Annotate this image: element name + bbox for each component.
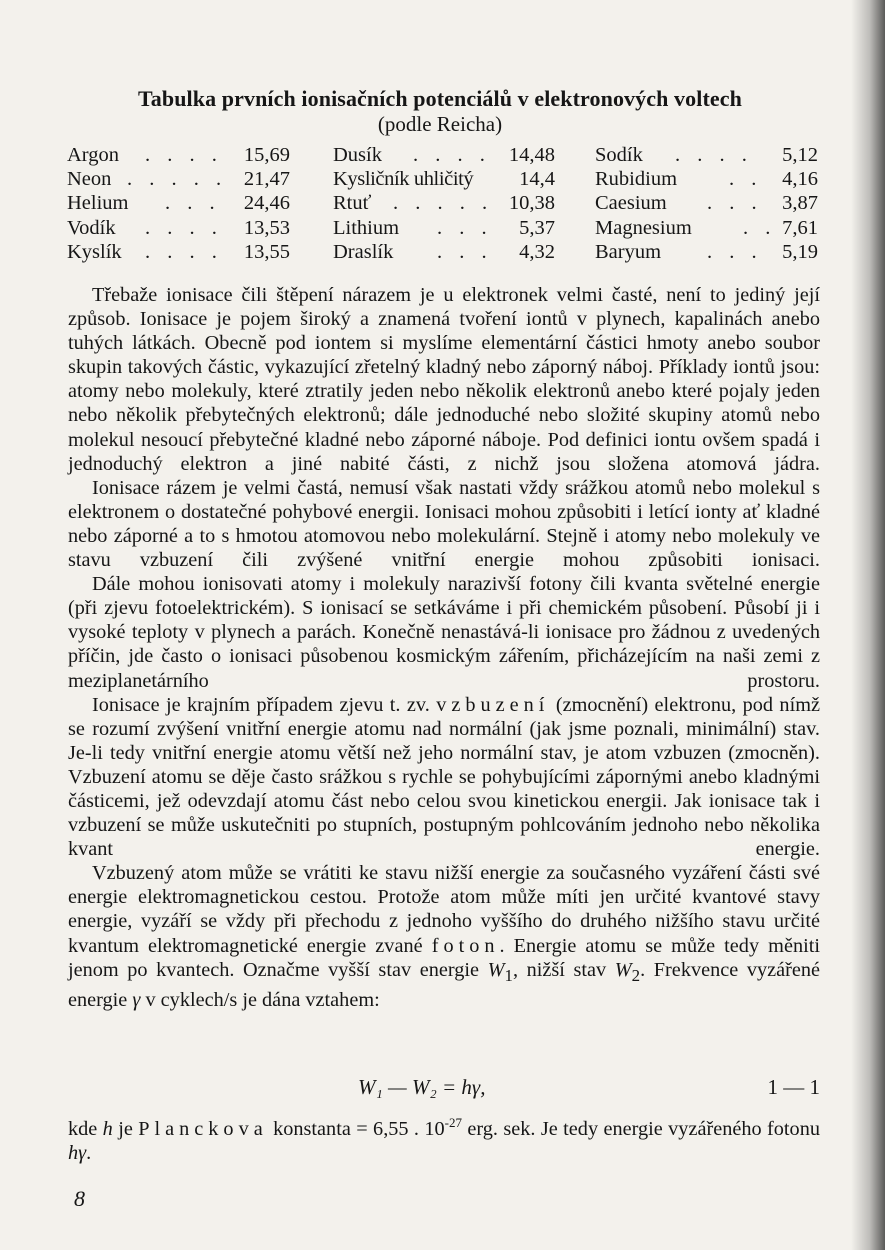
subscript: 2 — [631, 965, 641, 985]
table-row — [67, 216, 290, 240]
table-row — [333, 143, 555, 167]
leader-dots: . . . . — [145, 144, 223, 166]
paragraph — [68, 861, 820, 1012]
table-row — [595, 216, 818, 240]
leader-dots: . . . — [437, 216, 493, 239]
paragraph-text: . — [86, 1141, 92, 1164]
element-value: 3,87 — [782, 192, 818, 215]
element-value: 5,12 — [782, 144, 818, 166]
leader-dots: . . . . — [145, 240, 223, 263]
element-value: 4,16 — [782, 168, 818, 191]
paragraph-text: konstanta = 6,55 . 10 — [273, 1117, 445, 1140]
element-name: Lithium — [333, 216, 400, 239]
table-subtitle: (podle Reicha) — [377, 112, 503, 136]
paragraph-text: , nižší stav — [512, 958, 607, 981]
paragraph-text: Vzbuzený atom může se vrátiti ke stavu nižší energie za současného vyzáření části své energie elektromagnetickou cestou. Protože atom může míti jen určité kvantové stavy energie, vyzáří se vždy při přechodu z jednoho vyššího do druhého nižšího stavu určité kvantum elektromagnetické energie zvané — [68, 862, 820, 957]
leader-dots: . . . . . — [393, 192, 494, 215]
element-value: 7,61 — [782, 216, 818, 239]
subscript: 1 — [504, 965, 513, 985]
spaced-term-vzbuzeni: vzbuzení — [436, 693, 550, 716]
paragraph: Ionisace rázem je velmi častá, nemusí však nastati vždy srážkou atomů nebo molekul s elektronem o dostatečné pohybové energii. Ionisaci mohou způsobiti i letící ionty ať kladné nebo záporné a to s hmotou atomovou nebo molekulární. Stejně i atomy nebo molekuly ve stavu vzbuzení čili zvýšené vnitřní energie mohou způsobiti ionisaci. — [68, 476, 820, 572]
leader-dots: . . . — [707, 240, 763, 263]
paragraph: Dále mohou ionisovati atomy i molekuly narazivší fotony čili kvanta světelné energie (při zjevu fotoelektrickém). S ionisací se setkáváme i při chemickém působení. Působí ji i vysoké teploty v plynech a parách. Konečně nenastává-li ionisace pro žádnou z uvedených příčin, jde často o ionisaci působenou kosmickým zářením, přicházejícím na naši zemi z meziplanetárního prostoru. — [68, 573, 820, 692]
table-row — [595, 191, 818, 215]
symbol-h-gamma: hγ — [68, 1141, 87, 1164]
leader-dots: . . — [743, 216, 777, 239]
element-name: Rtuť — [333, 192, 372, 215]
element-value: 15,69 — [243, 144, 290, 166]
table-row — [67, 191, 290, 215]
equation-number: 1 — 1 — [767, 1075, 820, 1099]
element-name: Caesium — [595, 192, 667, 215]
table-column — [595, 143, 818, 264]
paragraph-text: . Frekvence vyzářené energie — [68, 958, 821, 1011]
table-row — [595, 240, 818, 264]
symbol-w: W — [487, 958, 505, 981]
symbol-w: W — [614, 958, 632, 981]
element-value: 5,37 — [519, 216, 555, 239]
element-name: Neon — [67, 168, 112, 191]
element-value: 24,46 — [243, 192, 290, 215]
exponent: -27 — [444, 1115, 463, 1130]
leader-dots: . . . . — [413, 144, 491, 166]
element-value: 21,47 — [243, 168, 290, 191]
element-value: 13,55 — [243, 240, 290, 263]
leader-dots: . . . . — [145, 216, 223, 239]
paragraph-text: (zmocnění) elektronu, pod nímž se rozumí zvýšení vnitřní energie atomu nad normální (jak jsme poznali, minimální) stav. Je-li tedy vnitřní energie atomu větší než jeho normální stav, je atom vzbuzen (zmocněn). Vzbuzení atomu se děje často srážkou s rychle se pohybujícími zápornými anebo kladnými částicemi, jež odevzdají atomu část nebo celou svou kinetickou energii. Jak ionisace tak i vzbuzení se může uskutečniti po stupních, postupným pohlcováním jednoho nebo několika kvant energie. — [68, 693, 820, 861]
body-text — [68, 283, 820, 1012]
element-value: 10,38 — [508, 192, 555, 215]
element-name: Kyslík — [67, 240, 122, 263]
element-value: 5,19 — [782, 240, 818, 263]
element-value: 14,48 — [508, 144, 555, 166]
element-name: Magnesium — [595, 216, 692, 239]
element-name: Helium — [67, 192, 129, 215]
spaced-term-foton: foton — [431, 934, 500, 957]
table-row — [595, 167, 818, 191]
equation-formula: W₁ — W₂ = hγ, — [358, 1075, 486, 1099]
table-row — [333, 191, 555, 215]
table-row — [67, 240, 290, 264]
equation-1-1 — [68, 1075, 820, 1101]
table-row — [595, 143, 818, 167]
symbol-gamma: γ — [132, 988, 141, 1011]
leader-dots: . . . — [165, 192, 221, 215]
ionisation-potentials-table — [67, 143, 817, 268]
leader-dots: . . . . . — [127, 168, 228, 191]
leader-dots: . . . — [437, 240, 493, 263]
table-column — [67, 143, 290, 264]
spaced-term-planckova: Planckova — [138, 1117, 268, 1140]
paragraph: kde h je Planckova konstanta = 6,55 . $10^{-27}$ erg. sek. Je tedy energie vyzářeného fotonu hγ. — [68, 1115, 820, 1164]
element-name: Sodík — [595, 144, 643, 166]
paragraph-text: . Energie atomu se může tedy měniti jenom po kvantech. Označme vyšší stav energie — [68, 934, 820, 981]
table-row — [67, 167, 290, 191]
paragraph — [68, 693, 820, 862]
paragraph-text: v cyklech/s je dána vztahem: — [145, 988, 380, 1011]
page-edge-shadow — [851, 0, 885, 1250]
element-value: 14,4 — [519, 168, 555, 191]
leader-dots: . . . — [707, 192, 763, 215]
element-name: Argon — [67, 144, 120, 166]
leader-dots: . . — [729, 168, 763, 191]
leader-dots: . . . . — [675, 144, 753, 166]
element-name: Kysličník uhličitý — [333, 168, 474, 191]
element-name: Draslík — [333, 240, 394, 263]
paragraph-text: je — [118, 1117, 133, 1140]
table-row — [333, 167, 555, 191]
element-name: Dusík — [333, 144, 382, 166]
page-number: 8 — [74, 1186, 85, 1211]
table-title: Tabulka prvních ionisačních potenciálů v elektronových voltech — [138, 86, 742, 111]
element-value: 13,53 — [243, 216, 290, 239]
symbol-h: h — [102, 1117, 113, 1140]
table-row — [67, 143, 290, 167]
paragraph-text: erg. sek. Je tedy energie vyzářeného fotonu — [467, 1117, 820, 1140]
paragraph-text: Ionisace je krajním případem zjevu t. zv. — [92, 693, 430, 716]
table-row — [333, 216, 555, 240]
element-name: Rubidium — [595, 168, 678, 191]
paragraph: Třebaže ionisace čili štěpení nárazem je u elektronek velmi časté, není to jediný její způsob. Ionisace je pojem široký a znamená tvoření iontů v plynech, kapalinách anebo tuhých látkách. Obecně pod iontem si myslíme elementární částici hmoty anebo soubor skupin takových částic, vykazující zřetelný kladný nebo záporný náboj. Příklady iontů jsou: atomy nebo molekuly, které ztratily jeden nebo několik elektronů anebo které pojaly jeden nebo několik přebytečných elektronů; dále jednoduché nebo složité skupiny atomů nebo molekul nesoucí přebytečné kladné nebo záporné náboje. Pod definici iontu ovšem spadá i jednoduchý elektron a jiné nabité části, z nichž jsou složena atomová jádra. — [68, 284, 820, 475]
table-row — [333, 240, 555, 264]
closing-paragraph — [68, 1111, 820, 1165]
table-column — [333, 143, 555, 264]
element-name: Vodík — [67, 216, 116, 239]
element-value: 4,32 — [519, 240, 555, 263]
element-name: Baryum — [595, 240, 662, 263]
